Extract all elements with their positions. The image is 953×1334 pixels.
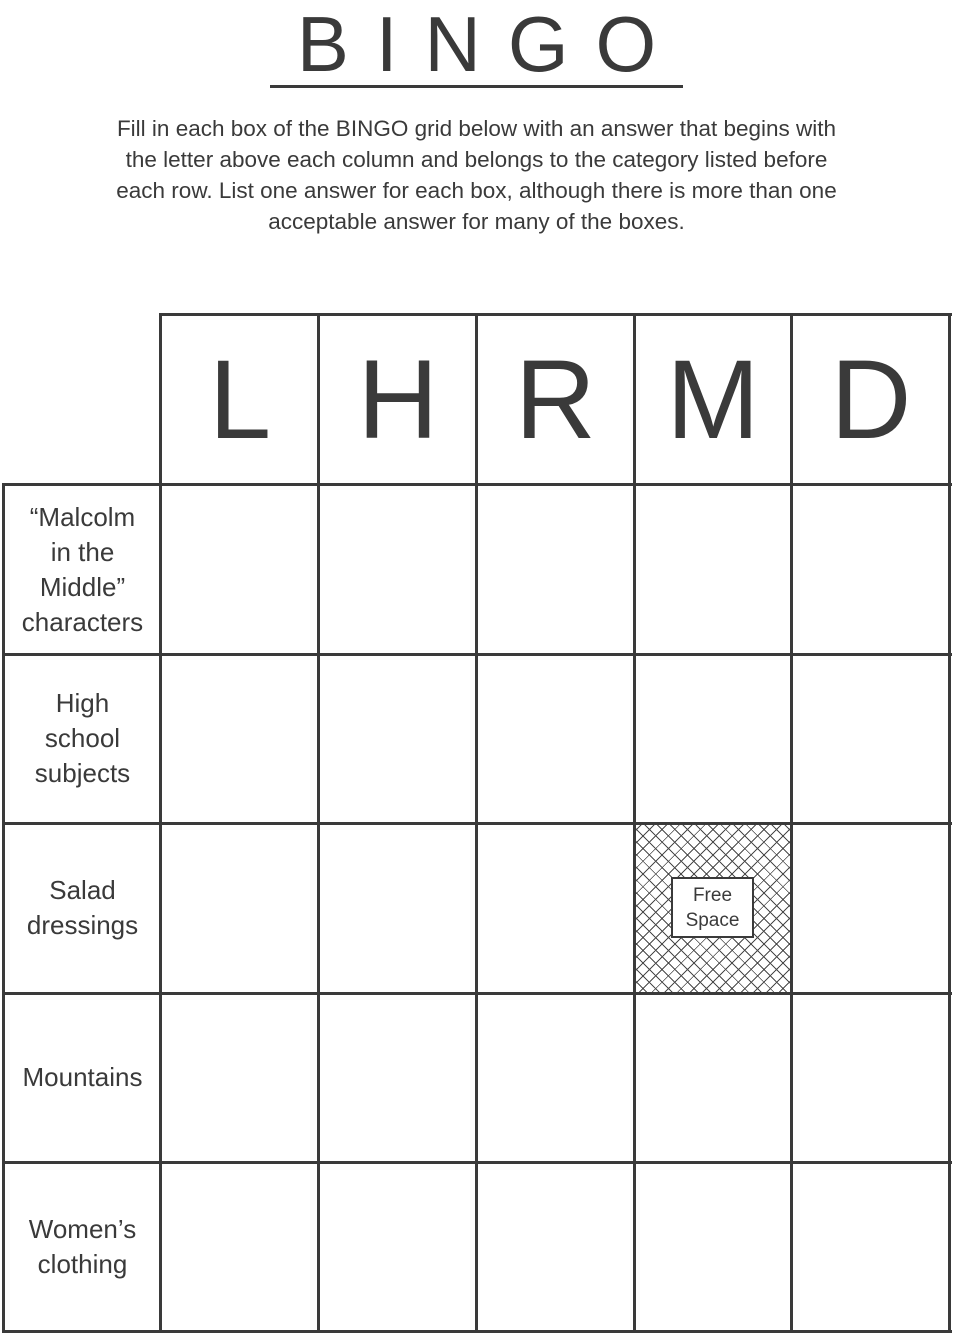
row-category-5	[4, 1162, 161, 1331]
answer-box-r5-c1[interactable]	[166, 1167, 314, 1327]
row-category-line: Salad	[49, 875, 116, 905]
answer-box-r4-c2[interactable]	[324, 998, 472, 1158]
answer-box-r1-c3[interactable]	[482, 490, 630, 650]
answer-box-r3-c5[interactable]	[797, 829, 945, 989]
column-letter: L	[208, 336, 272, 462]
row-category-label	[16, 500, 149, 640]
page-title: BINGO	[270, 4, 683, 88]
column-header-5	[792, 315, 950, 484]
answer-box-r1-c1[interactable]	[166, 490, 314, 650]
column-letter: R	[515, 336, 596, 462]
answer-box-r2-c4[interactable]	[639, 659, 787, 819]
answer-box-r4-c1[interactable]	[166, 998, 314, 1158]
answer-box-r3-c1[interactable]	[166, 829, 314, 989]
answer-box-r1-c5[interactable]	[797, 490, 945, 650]
answer-box-r2-c3[interactable]	[482, 659, 630, 819]
row-category-line: High	[55, 688, 110, 718]
instructions-text: Fill in each box of the BINGO grid below with an answer that begins with the letter above each column and belongs to the category listed before each row. List one answer for each box, although there is more than one acceptable answer for many of the boxes.	[116, 116, 837, 234]
column-header-1	[161, 315, 319, 484]
row-category-line: subjects	[34, 758, 131, 788]
grid-line	[790, 313, 793, 1333]
row-category-4	[4, 993, 161, 1162]
row-category-label	[23, 1212, 142, 1282]
row-category-line: clothing	[37, 1248, 128, 1279]
grid-line	[2, 483, 5, 1333]
row-category-1	[4, 485, 161, 654]
grid-line	[160, 313, 952, 316]
grid-line	[159, 313, 162, 1333]
grid-line	[317, 313, 320, 1333]
row-category-3	[4, 823, 161, 993]
row-category-line: Women’s	[28, 1213, 137, 1244]
column-letter: D	[830, 336, 912, 462]
row-category-line: “Malcolm	[29, 501, 136, 532]
row-category-line: Mountains	[22, 1062, 143, 1092]
row-category-label	[29, 686, 136, 791]
grid-line	[475, 313, 478, 1333]
row-category-line: school	[44, 723, 121, 753]
column-letter: M	[666, 336, 760, 462]
answer-box-r4-c3[interactable]	[482, 998, 630, 1158]
column-header-4	[634, 315, 792, 484]
answer-box-r3-c3[interactable]	[482, 829, 630, 989]
answer-box-r5-c3[interactable]	[482, 1167, 630, 1327]
row-category-line: characters	[21, 606, 144, 637]
answer-box-r1-c4[interactable]	[639, 490, 787, 650]
answer-box-r2-c2[interactable]	[324, 659, 472, 819]
row-category-label	[21, 873, 144, 943]
free-space-line: Free	[692, 884, 733, 906]
answer-box-r5-c4[interactable]	[639, 1167, 787, 1327]
grid-line	[948, 313, 951, 1333]
answer-box-r3-c2[interactable]	[324, 829, 472, 989]
answer-box-r1-c2[interactable]	[324, 490, 472, 650]
row-category-2	[4, 654, 161, 823]
row-category-line: dressings	[26, 910, 139, 940]
column-header-3	[477, 315, 634, 484]
free-space-label	[671, 877, 754, 938]
column-letter: H	[357, 336, 439, 462]
answer-box-r4-c5[interactable]	[797, 998, 945, 1158]
row-category-line: Middle”	[39, 571, 126, 602]
free-space-line: Space	[685, 909, 740, 931]
row-category-line: in the	[50, 536, 115, 567]
column-header-2	[319, 315, 477, 484]
answer-box-r5-c5[interactable]	[797, 1167, 945, 1327]
row-category-label	[17, 1060, 149, 1095]
grid-line	[633, 313, 636, 1333]
answer-box-r2-c5[interactable]	[797, 659, 945, 819]
answer-box-r2-c1[interactable]	[166, 659, 314, 819]
answer-box-r4-c4[interactable]	[639, 998, 787, 1158]
answer-box-r5-c2[interactable]	[324, 1167, 472, 1327]
